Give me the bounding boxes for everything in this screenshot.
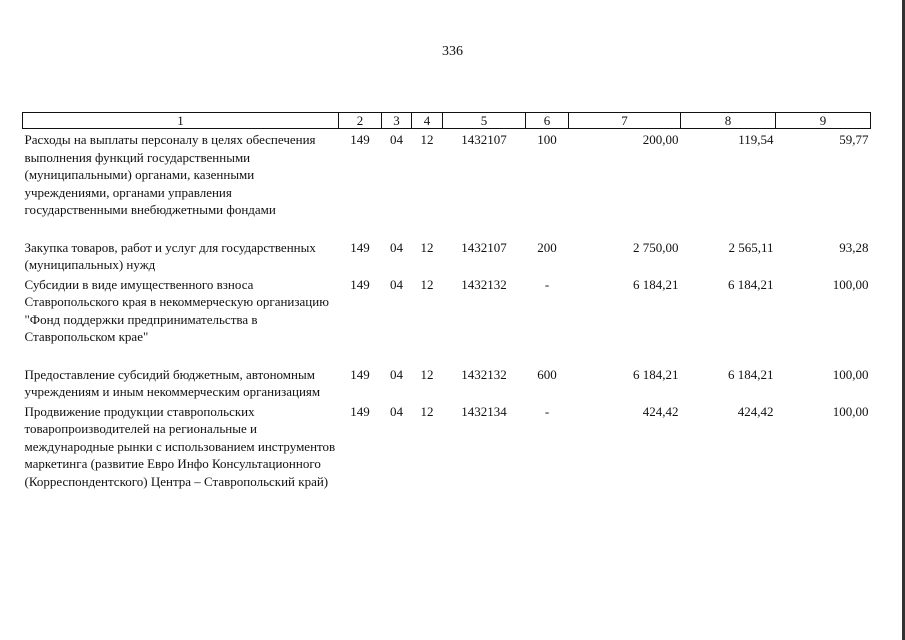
row-name: Субсидии в виде имущественного взноса Ставропольского края в некоммерческую организацию "Фонд поддержки предпринимательства в Ставропольском крае" <box>24 276 329 344</box>
row-col-3: 04 <box>390 239 403 255</box>
row-col-6: - <box>544 403 550 419</box>
table-row <box>23 401 871 491</box>
column-header-7: 7 <box>569 113 681 129</box>
header-row <box>23 113 871 129</box>
row-col-2: 149 <box>350 366 370 382</box>
table-row <box>23 237 871 274</box>
row-col-5: 1432132 <box>461 276 507 292</box>
row-col-4: 12 <box>420 403 434 419</box>
row-col-4: 12 <box>420 366 434 382</box>
row-col-9: 100,00 <box>832 366 869 382</box>
row-spacer <box>23 346 871 364</box>
row-col-7: 2 750,00 <box>633 239 679 255</box>
row-name: Предоставление субсидий бюджетным, автономным учреждениям и иным некоммерческим организациям <box>24 366 321 399</box>
row-col-6: - <box>544 276 550 292</box>
row-col-8: 6 184,21 <box>728 276 774 292</box>
row-col-5: 1432107 <box>461 132 507 147</box>
row-col-7: 200,00 <box>642 132 679 147</box>
column-header-9: 9 <box>776 113 871 129</box>
column-header-1: 1 <box>23 113 339 129</box>
row-col-5: 1432107 <box>461 239 507 255</box>
row-col-2: 149 <box>350 132 370 147</box>
budget-table <box>22 112 871 490</box>
page-number: 336 <box>442 44 463 59</box>
row-col-7: 6 184,21 <box>633 276 679 292</box>
table-row <box>23 129 871 219</box>
row-spacer <box>23 219 871 237</box>
column-header-5: 5 <box>443 113 526 129</box>
row-col-3: 04 <box>390 403 403 419</box>
row-col-7: 424,42 <box>642 403 679 419</box>
row-col-2: 149 <box>350 239 370 255</box>
row-col-3: 04 <box>390 276 403 292</box>
row-col-8: 424,42 <box>737 403 774 419</box>
row-col-7: 6 184,21 <box>633 366 679 382</box>
column-header-3: 3 <box>382 113 412 129</box>
row-col-3: 04 <box>390 366 403 382</box>
column-header-6: 6 <box>526 113 569 129</box>
row-name: Продвижение продукции ставропольских товаропроизводителей на региональные и международные рынки с использованием инструментов маркетинга (развитие Евро Инфо Консультационного (Корреспондентского) Центра – Ставропольский край) <box>24 403 336 489</box>
row-col-9: 93,28 <box>839 239 869 255</box>
row-col-5: 1432132 <box>461 366 507 382</box>
column-header-8: 8 <box>681 113 776 129</box>
row-col-6: 200 <box>537 239 557 255</box>
row-col-4: 12 <box>420 132 434 147</box>
row-name: Расходы на выплаты персоналу в целях обеспечения выполнения функций государственными (муниципальными) органами, казенными учреждениями, органами управления государственными внебюджетными фондами <box>24 132 316 217</box>
row-col-4: 12 <box>420 239 434 255</box>
column-header-4: 4 <box>412 113 443 129</box>
row-col-8: 2 565,11 <box>728 239 774 255</box>
row-col-6: 100 <box>537 132 557 147</box>
row-col-4: 12 <box>420 276 434 292</box>
column-header-2: 2 <box>339 113 382 129</box>
row-col-8: 119,54 <box>738 132 774 147</box>
row-col-2: 149 <box>350 276 370 292</box>
row-col-9: 59,77 <box>839 132 869 147</box>
table-row <box>23 364 871 401</box>
row-col-3: 04 <box>390 132 403 147</box>
row-col-6: 600 <box>537 366 557 382</box>
row-col-9: 100,00 <box>832 276 869 292</box>
row-col-2: 149 <box>350 403 370 419</box>
row-col-8: 6 184,21 <box>728 366 774 382</box>
row-col-5: 1432134 <box>461 403 507 419</box>
row-name: Закупка товаров, работ и услуг для государственных (муниципальных) нужд <box>24 239 316 272</box>
row-col-9: 100,00 <box>832 403 869 419</box>
table-row <box>23 274 871 346</box>
